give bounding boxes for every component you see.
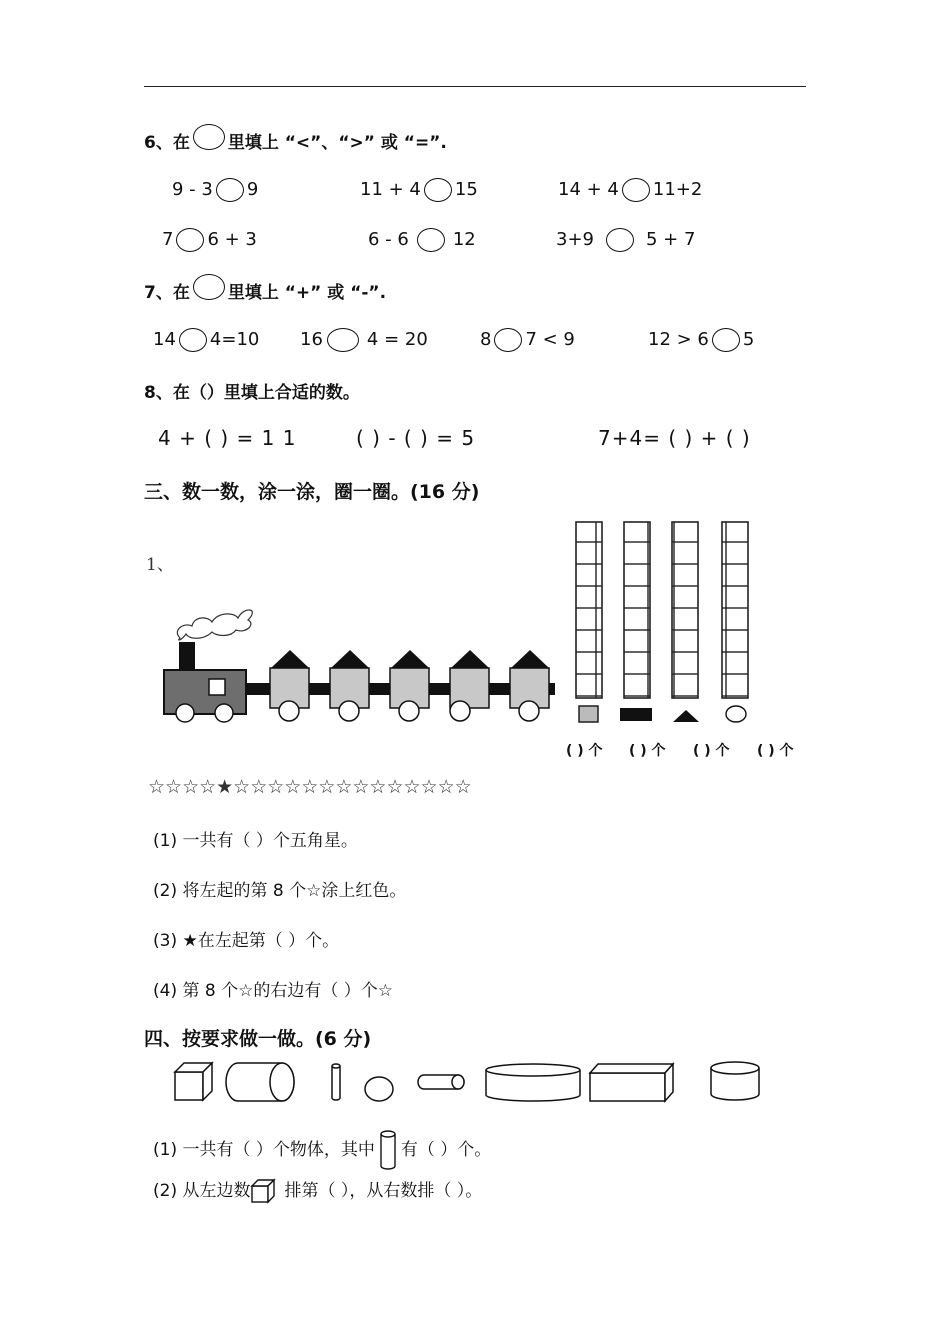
- cylinder-lying-thin-icon: [418, 1075, 464, 1089]
- q6-left: 9 - 3: [172, 179, 213, 200]
- q8-heading: 8、在（）里填上合适的数。: [144, 383, 360, 403]
- q6-left: 6 - 6: [368, 229, 409, 250]
- answer-oval[interactable]: [417, 228, 445, 252]
- count-column-square: [576, 522, 602, 722]
- q6-right: 15: [454, 179, 478, 200]
- q6-right: 11+2: [652, 179, 703, 200]
- q7-left: 14: [153, 329, 176, 350]
- cylinder-lying-large-icon: [226, 1063, 294, 1101]
- q6-right: 6 + 3: [207, 229, 257, 250]
- wheel: [215, 704, 233, 722]
- q6-left: 3+9: [556, 229, 594, 250]
- q6-item: [368, 228, 476, 252]
- item-number: 1、: [146, 555, 174, 575]
- answer-oval[interactable]: [712, 328, 740, 352]
- count-answer[interactable]: ( ) 个: [693, 743, 730, 759]
- q7-left: 8: [480, 329, 492, 350]
- q6-left: 7: [162, 229, 174, 250]
- answer-oval[interactable]: [216, 178, 244, 202]
- cylinder-upright-icon: [379, 1128, 397, 1172]
- q6-item: [360, 178, 478, 202]
- carriage: [390, 650, 429, 721]
- top-rule: [144, 86, 806, 87]
- q6-left: 14 + 4: [558, 179, 619, 200]
- answer-oval[interactable]: [179, 328, 207, 352]
- cylinder-upright-thin-icon: [332, 1064, 340, 1100]
- q7-heading: [144, 278, 386, 306]
- q6-left: 11 + 4: [360, 179, 421, 200]
- count-answer[interactable]: ( ) 个: [629, 743, 666, 759]
- q7-right: 4=10: [209, 329, 260, 350]
- counting-grid: [570, 520, 760, 726]
- q7-right: 5: [742, 329, 755, 350]
- answer-oval[interactable]: [494, 328, 522, 352]
- q6-heading: [144, 128, 447, 156]
- q7-prefix: 7、在: [144, 283, 190, 303]
- q6-right: 9: [246, 179, 259, 200]
- q8-item[interactable]: 7+4= ( ) + ( ): [598, 426, 751, 450]
- q7-right: 4 = 20: [366, 329, 428, 350]
- s4-q2-text: 排第（ ），从右数排（ ）。: [284, 1181, 483, 1201]
- q6-right: 12: [452, 229, 476, 250]
- solid-shapes: [170, 1058, 770, 1108]
- carriage: [330, 650, 369, 721]
- cube-icon: [250, 1178, 276, 1204]
- star-row: ☆☆☆☆★☆☆☆☆☆☆☆☆☆☆☆☆☆☆: [148, 776, 472, 798]
- s4-q1-text: 有（ ）个。: [400, 1140, 492, 1160]
- q8-item[interactable]: ( ) - ( ) = 5: [356, 426, 476, 450]
- s3-question: (2) 将左起的第 8 个☆涂上红色。: [153, 881, 407, 901]
- q6-item: [172, 178, 258, 202]
- cuboid-icon: [590, 1064, 673, 1101]
- count-answer[interactable]: ( ) 个: [757, 743, 794, 759]
- section3-title: 三、数一数，涂一涂，圈一圈。(16 分): [144, 481, 480, 503]
- cube-icon: [175, 1063, 212, 1100]
- cylinder-flat-wide-icon: [486, 1064, 580, 1101]
- q7-left: 12 > 6: [648, 329, 709, 350]
- s3-question: (3) ★在左起第（ ）个。: [153, 931, 340, 951]
- s4-question-2: [153, 1176, 482, 1204]
- q7-left: 16: [300, 329, 323, 350]
- section4-title: 四、按要求做一做。(6 分): [144, 1028, 372, 1050]
- s4-question-1: [153, 1128, 491, 1172]
- q6-prefix: 6、在: [144, 133, 190, 153]
- q7-suffix: 里填上 “+” 或 “-”.: [227, 283, 387, 303]
- sphere-icon: [365, 1077, 393, 1101]
- wheel: [176, 704, 194, 722]
- answer-oval-icon: [193, 274, 225, 300]
- s3-question: (4) 第 8 个☆的右边有（ ）个☆: [153, 981, 393, 1001]
- answer-oval[interactable]: [327, 328, 359, 352]
- carriage: [270, 650, 309, 721]
- cylinder-short-icon: [711, 1062, 759, 1100]
- carriage: [510, 650, 549, 721]
- q6-item: [162, 228, 257, 252]
- count-column-triangle: [672, 522, 699, 722]
- q7-item: [648, 328, 754, 352]
- engine-window: [209, 679, 225, 695]
- circle-icon: [726, 706, 746, 722]
- q6-item: [558, 178, 702, 202]
- s4-q1-text: (1) 一共有（ ）个物体，其中: [153, 1140, 375, 1160]
- s3-question: (1) 一共有（ ）个五角星。: [153, 831, 358, 851]
- q6-item: [556, 228, 695, 252]
- s4-q2-text: (2) 从左边数: [153, 1181, 251, 1201]
- answer-oval[interactable]: [176, 228, 204, 252]
- count-answer[interactable]: ( ) 个: [566, 743, 603, 759]
- q7-item: [480, 328, 575, 352]
- rectangle-icon: [620, 708, 652, 721]
- q8-item[interactable]: 4 + ( ) = 1 1: [158, 426, 297, 450]
- train-illustration: [160, 600, 560, 725]
- engine: [164, 670, 246, 714]
- answer-oval-icon: [193, 124, 225, 150]
- answer-oval[interactable]: [424, 178, 452, 202]
- q6-right: 5 + 7: [646, 229, 696, 250]
- q6-suffix: 里填上 “<”、“>” 或 “=”.: [227, 133, 447, 153]
- smoke-icon: [177, 610, 252, 640]
- carriage: [450, 650, 489, 721]
- triangle-icon: [673, 710, 699, 722]
- q7-item: [300, 328, 428, 352]
- count-column-circle: [722, 522, 748, 722]
- square-icon: [579, 706, 598, 722]
- count-column-rectangle: [620, 522, 652, 721]
- q7-item: [153, 328, 259, 352]
- answer-oval[interactable]: [606, 228, 634, 252]
- chimney: [179, 642, 195, 670]
- q7-right: 7 < 9: [525, 329, 575, 350]
- answer-oval[interactable]: [622, 178, 650, 202]
